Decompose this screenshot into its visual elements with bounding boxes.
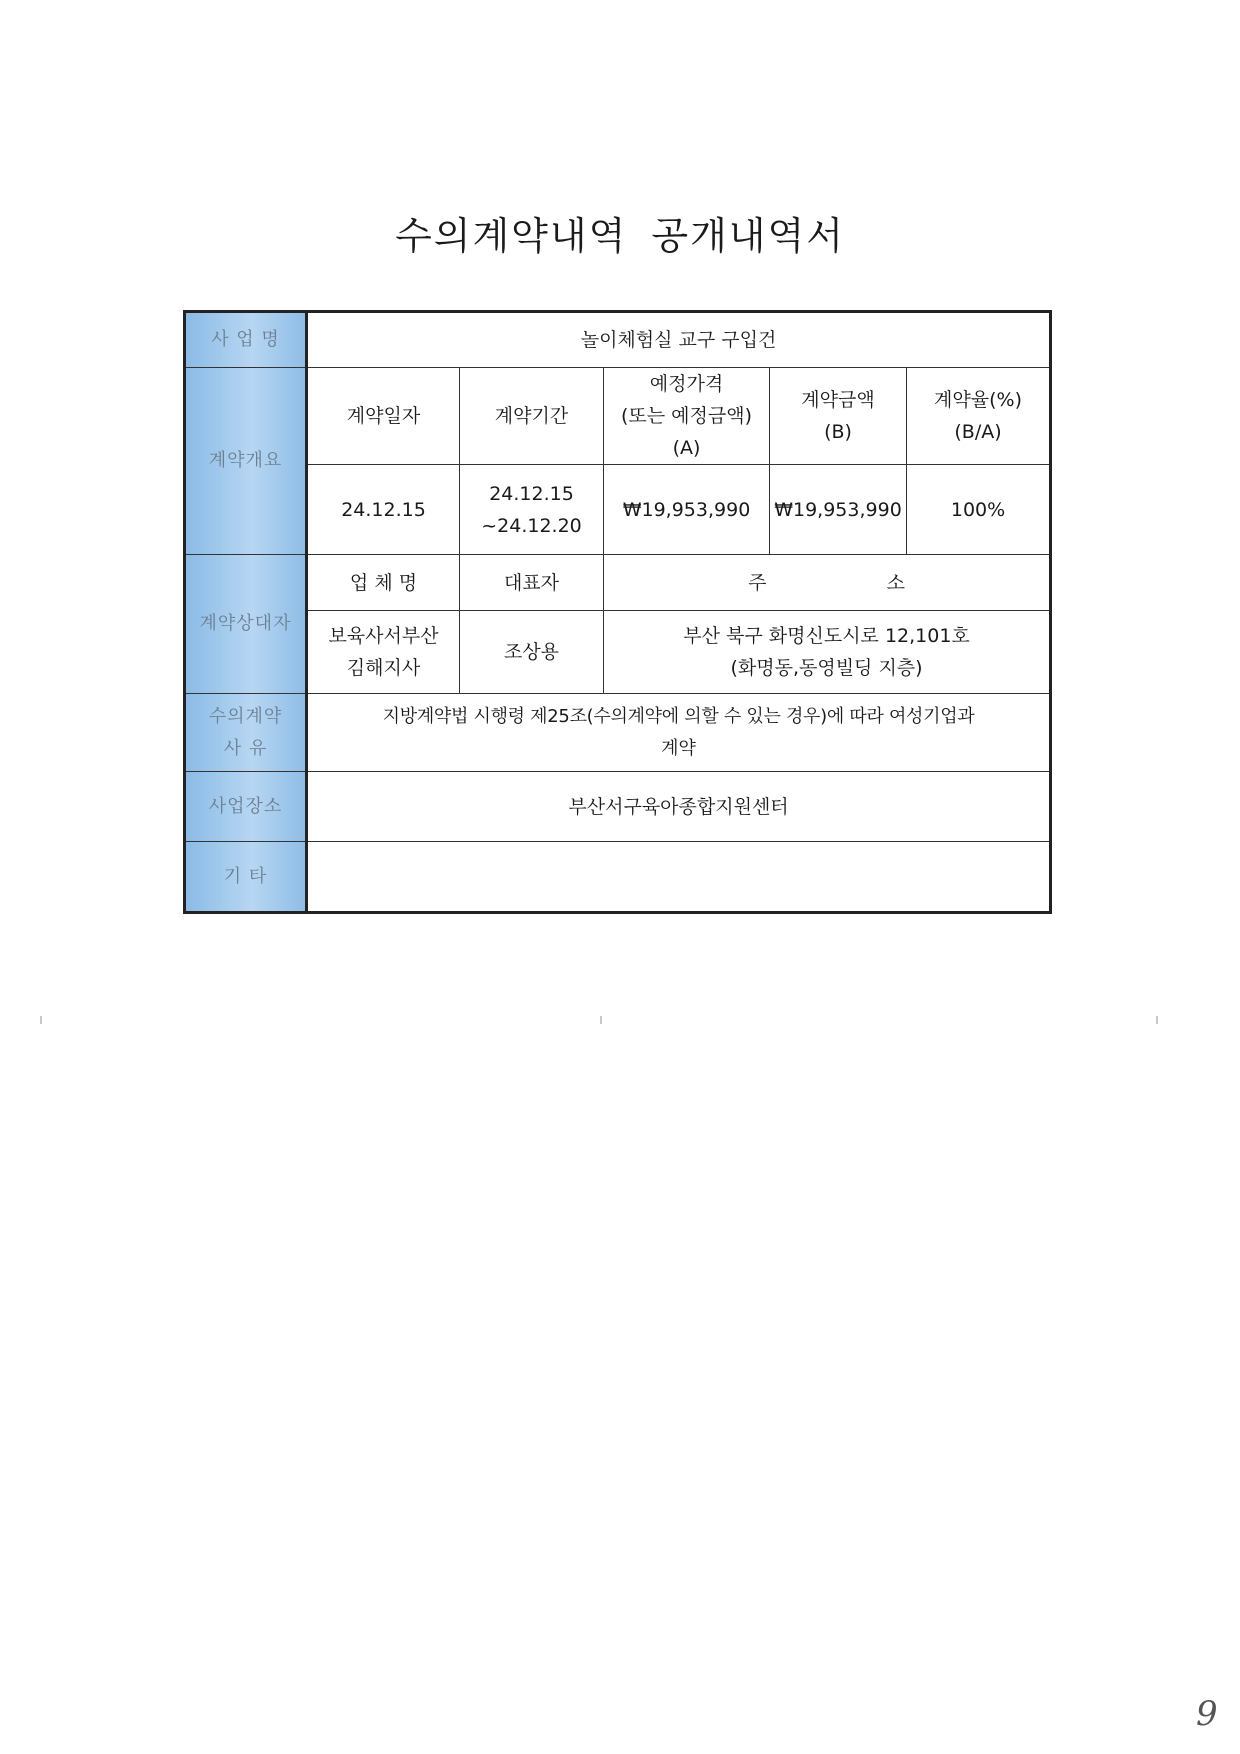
- contract-amount-header: [770, 368, 907, 465]
- contract-rate-header-line1: 계약율(%): [934, 389, 1022, 411]
- company-name-header: 업 체 명: [307, 555, 460, 611]
- address-value: [604, 611, 1051, 694]
- project-name-row: [185, 312, 1051, 368]
- contract-rate-value: 100%: [907, 465, 1051, 555]
- project-name-value: 놀이체험실 교구 구입건: [307, 312, 1051, 368]
- company-name-line2: 김해지사: [346, 657, 421, 679]
- contract-overview-values-row: [185, 465, 1051, 555]
- estimated-price-header-line1: 예정가격: [649, 373, 724, 395]
- address-header: [604, 555, 1051, 611]
- address-header-part1: 주: [748, 571, 767, 594]
- page-number: 9: [1196, 1694, 1218, 1734]
- etc-row: [185, 842, 1051, 913]
- contract-period-header: 계약기간: [460, 368, 604, 465]
- scan-speck: [1156, 1016, 1158, 1024]
- counterparty-label: 계약상대자: [185, 555, 307, 694]
- estimated-price-header: [604, 368, 770, 465]
- location-value: 부산서구육아종합지원센터: [307, 772, 1051, 842]
- estimated-price-value: ₩19,953,990: [604, 465, 770, 555]
- etc-label: 기 타: [185, 842, 307, 913]
- contract-overview-label: 계약개요: [185, 368, 307, 555]
- contract-amount-header-line1: 계약금액: [801, 389, 875, 411]
- reason-label-line2: 사 유: [223, 737, 268, 759]
- company-name-line1: 보육사서부산: [328, 625, 439, 647]
- address-header-part2: 소: [886, 571, 905, 594]
- reason-line2: 계약: [661, 737, 696, 759]
- etc-value: [307, 842, 1051, 913]
- document-title: 수의계약내역 공개내역서: [395, 214, 845, 258]
- counterparty-values-row: [185, 611, 1051, 694]
- contract-period-end: ~24.12.20: [481, 514, 582, 537]
- contract-date-header: 계약일자: [307, 368, 460, 465]
- reason-line1: 지방계약법 시행령 제25조(수의계약에 의할 수 있는 경우)에 따라 여성기업과: [382, 705, 975, 727]
- reason-label: [185, 694, 307, 772]
- contract-amount-value: ₩19,953,990: [770, 465, 907, 555]
- contract-period-value: [460, 465, 604, 555]
- representative-value: 조상용: [460, 611, 604, 694]
- contract-amount-header-line2: (B): [824, 421, 852, 443]
- estimated-price-header-line3: (A): [672, 437, 701, 459]
- contract-disclosure-table: [183, 310, 1052, 914]
- reason-row: [185, 694, 1051, 772]
- contract-overview-header-row: [185, 368, 1051, 465]
- location-label: 사업장소: [185, 772, 307, 842]
- location-row: [185, 772, 1051, 842]
- representative-header: 대표자: [460, 555, 604, 611]
- address-line2: (화명동,동영빌딩 지층): [730, 657, 923, 679]
- counterparty-header-row: [185, 555, 1051, 611]
- project-name-label: 사 업 명: [185, 312, 307, 368]
- contract-date-value: 24.12.15: [307, 465, 460, 555]
- reason-label-line1: 수의계약: [208, 705, 283, 727]
- scan-speck: [600, 1016, 602, 1024]
- address-line1: 부산 북구 화명신도시로 12,101호: [683, 625, 970, 647]
- reason-value: [307, 694, 1051, 772]
- contract-rate-header-line2: (B/A): [954, 421, 1002, 443]
- contract-rate-header: [907, 368, 1051, 465]
- estimated-price-header-line2: (또는 예정금액): [621, 405, 752, 427]
- contract-period-start: 24.12.15: [489, 482, 574, 505]
- company-name-value: [307, 611, 460, 694]
- scan-speck: [40, 1016, 42, 1024]
